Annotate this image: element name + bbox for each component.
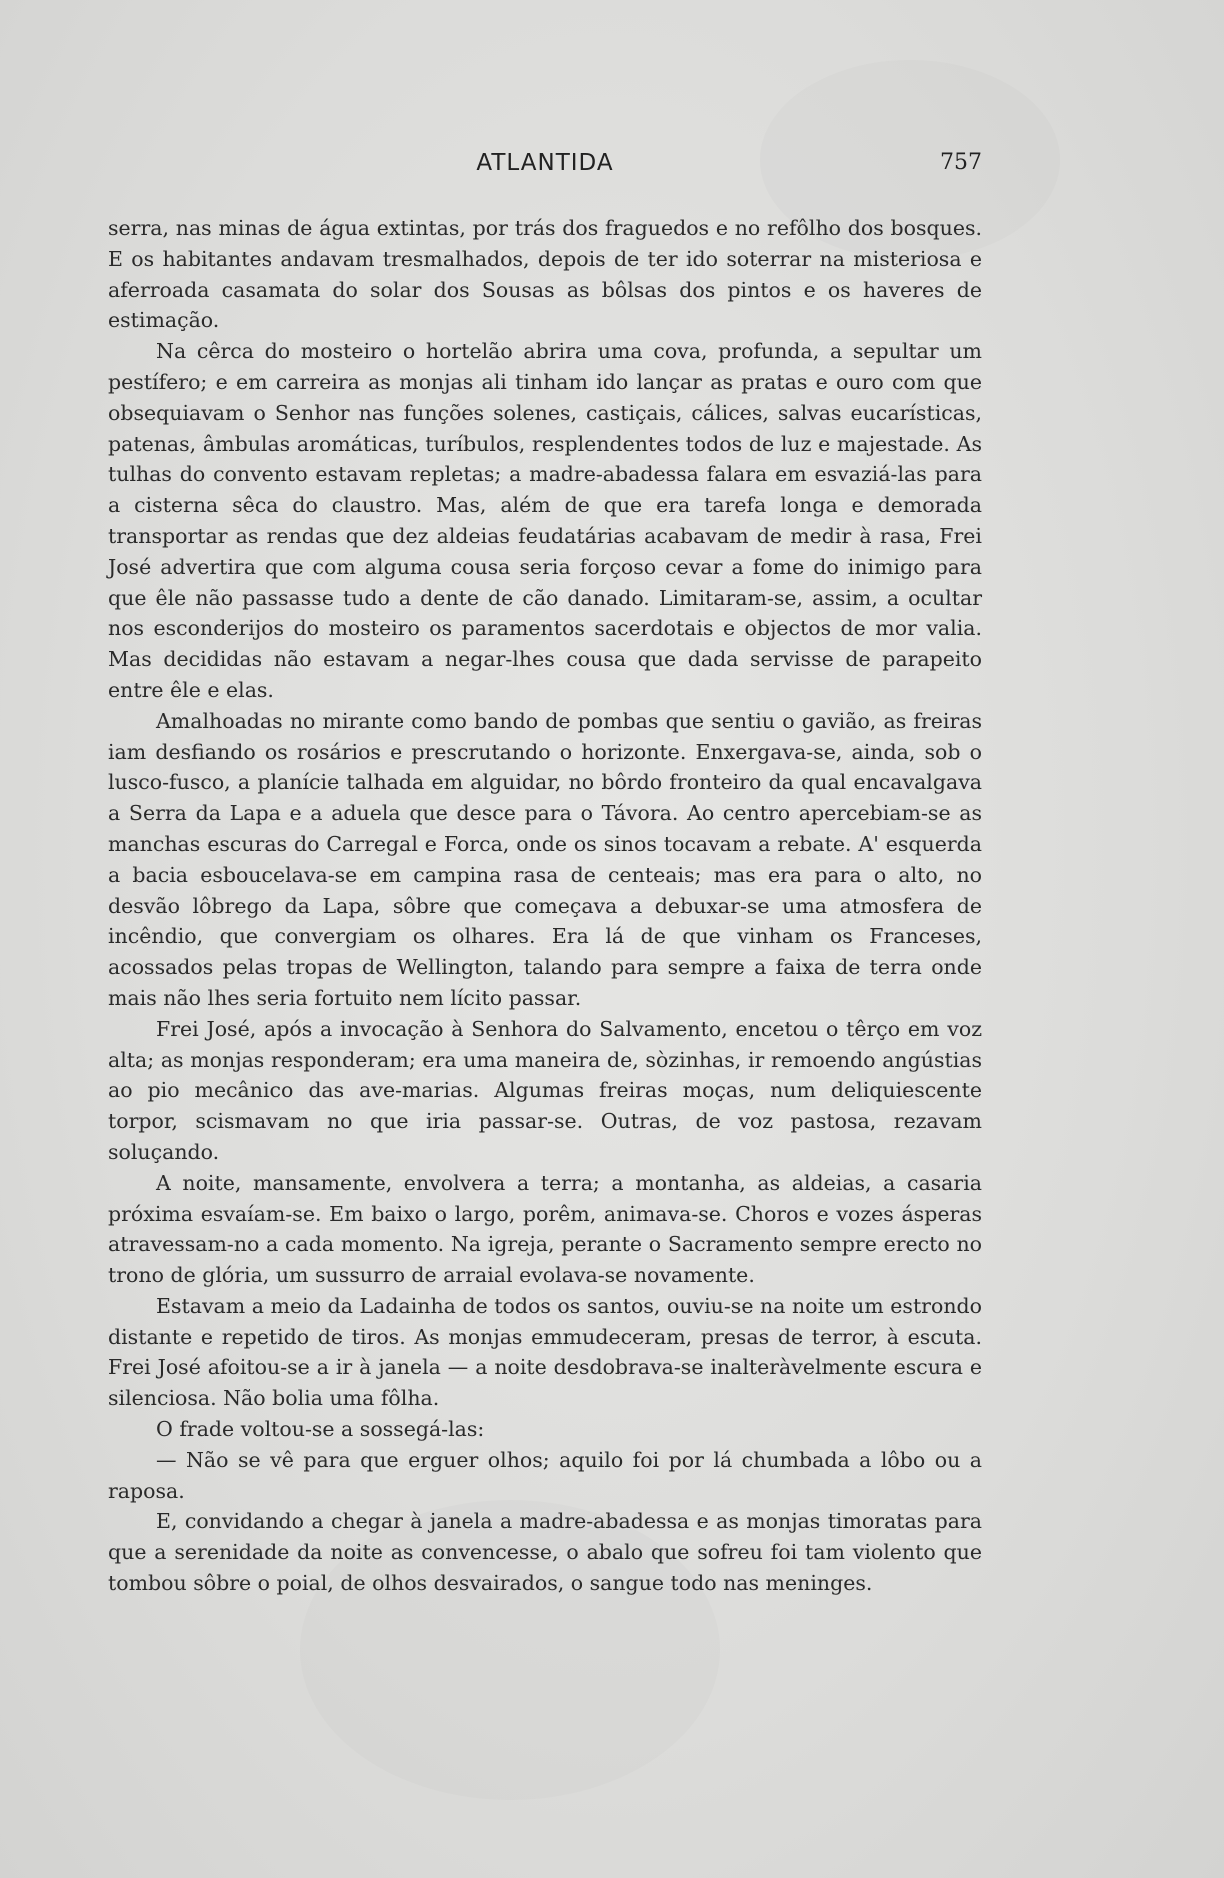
paragraph: serra, nas minas de água extintas, por trás dos fraguedos e no refôlho dos bosques. E os habitantes andavam tresmalhados, depois de ter ido soterrar na misteriosa e aferroada casamata do solar dos Sousas as bôlsas dos pintos e os haveres de estimação. bbox=[108, 216, 982, 333]
running-title: ATLANTIDA bbox=[476, 150, 614, 176]
paragraph: A noite, mansamente, envolvera a terra; a montanha, as aldeias, a casaria próxima esvaíam-se. Em baixo o largo, porêm, animava-se. Choros e vozes ásperas atravessam-no a cada momento. Na igreja, perante o Sacramento sempre erecto no trono de glória, um sussurro de arraial evolava-se novamente. bbox=[108, 1170, 982, 1288]
paragraph: O frade voltou-se a sossegá-las: bbox=[156, 1417, 485, 1442]
paragraph: — Não se vê para que erguer olhos; aquilo foi por lá chumbada a lôbo ou a raposa. bbox=[108, 1447, 982, 1503]
page-header bbox=[108, 150, 982, 186]
paragraph: E, convidando a chegar à janela a madre-abadessa e as monjas timoratas para que a serenidade da noite as convencesse, o abalo que sofreu foi tam violento que tombou sôbre o poial, de olhos desvairados, o sangue todo nas meninges. bbox=[108, 1509, 982, 1596]
paragraph: Amalhoadas no mirante como bando de pombas que sentiu o gavião, as freiras iam desfiando os rosários e prescrutando o horizonte. Enxergava-se, ainda, sob o lusco-fusco, a planície talhada em alguidar, no bôrdo fronteiro da qual encavalgava a Serra da Lapa e a aduela que desce para o Távora. Ao centro apercebiam-se as manchas escuras do Carregal e Forca, onde os sinos tocavam a rebate. A' esquerda a bacia esboucelava-se em campina rasa de centeais; mas era para o alto, no desvão lôbrego da Lapa, sôbre que começava a debuxar-se uma atmosfera de incêndio, que convergiam os olhares. Era lá de que vinham os Franceses, acossados pelas tropas de Wellington, talando para sempre a faixa de terra onde mais não lhes seria fortuito nem lícito passar. bbox=[108, 708, 982, 1010]
paragraph: Frei José, após a invocação à Senhora do Salvamento, encetou o têrço em voz alta; as monjas responderam; era uma maneira de, sòzinhas, ir remoendo angústias ao pio mecânico das ave-marias. Algumas freiras moças, num deliquiescente torpor, scismavam no que iria passar-se. Outras, de voz pastosa, rezavam soluçando. bbox=[108, 1016, 982, 1164]
body-text bbox=[108, 213, 982, 1599]
page-number: 757 bbox=[940, 150, 982, 175]
paragraph: Na cêrca do mosteiro o hortelão abrira uma cova, profunda, a sepultar um pestífero; e em carreira as monjas ali tinham ido lançar as pratas e ouro com que obsequiavam o Senhor nas funções solenes, castiçais, cálices, salvas eucarísticas, patenas, âmbulas aromáticas, turíbulos, resplendentes todos de luz e majestade. As tulhas do convento estavam repletas; a madre-abadessa falara em esvaziá-las para a cisterna sêca do claustro. Mas, além de que era tarefa longa e demorada transportar as rendas que dez aldeias feudatárias acabavam de medir à rasa, Frei José advertira que com alguma cousa seria forçoso cevar a fome do inimigo para que êle não passasse tudo a dente de cão danado. Limitaram-se, assim, a ocultar nos esconderijos do mosteiro os paramentos sacerdotais e objectos de mor valia. Mas decididas não estavam a negar-lhes cousa que dada servisse de parapeito entre êle e elas. bbox=[108, 339, 982, 702]
paragraph: Estavam a meio da Ladainha de todos os santos, ouviu-se na noite um estrondo distante e repetido de tiros. As monjas emmudeceram, presas de terror, à escuta. Frei José afoitou-se a ir à janela — a noite desdobrava-se inalteràvelmente escura e silenciosa. Não bolia uma fôlha. bbox=[108, 1293, 982, 1411]
